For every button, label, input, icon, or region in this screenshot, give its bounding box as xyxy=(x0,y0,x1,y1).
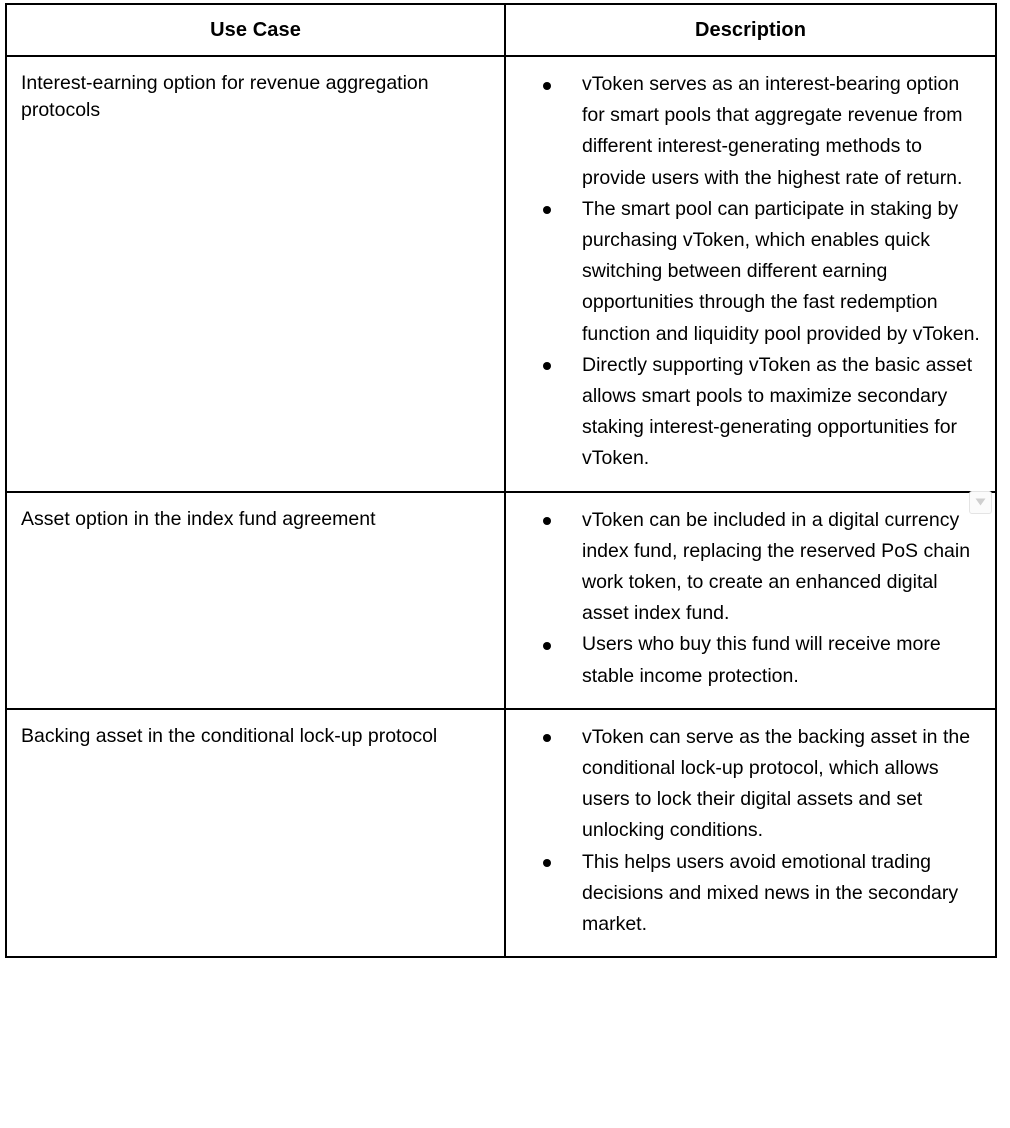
table-header xyxy=(6,4,996,56)
list-item xyxy=(524,194,981,350)
bullet-dot-icon xyxy=(543,517,551,525)
column-header-use-case: Use Case xyxy=(6,4,505,56)
description-cell xyxy=(505,492,996,709)
list-item xyxy=(524,505,981,630)
list-item-text: vToken serves as an interest-bearing option for smart pools that aggregate revenue from different interest-generating methods to provide users with the highest rate of return. xyxy=(582,73,963,189)
list-item-text: Directly supporting vToken as the basic asset allows smart pools to maximize secondary staking interest-generating opportunities for vToken. xyxy=(582,353,973,470)
use-case-cell: Asset option in the index fund agreement xyxy=(6,492,505,709)
bullet-dot-icon xyxy=(543,362,551,370)
description-cell xyxy=(505,56,996,492)
description-cell xyxy=(505,709,996,957)
description-bullet-list xyxy=(524,505,981,692)
description-bullet-list xyxy=(524,69,981,475)
list-item-text: Users who buy this fund will receive more stable income protection. xyxy=(582,633,941,687)
bullet-dot-icon xyxy=(543,206,551,214)
table-container xyxy=(5,3,997,958)
use-case-cell: Interest-earning option for revenue aggregation protocols xyxy=(6,56,505,492)
use-case-description-table xyxy=(5,3,997,958)
list-item xyxy=(524,847,981,941)
bullet-dot-icon xyxy=(543,82,551,90)
bullet-dot-icon xyxy=(543,734,551,742)
table-body xyxy=(6,56,996,957)
list-item-text: This helps users avoid emotional trading decisions and mixed news in the secondary market. xyxy=(582,850,959,936)
table-header-row xyxy=(6,4,996,56)
list-item xyxy=(524,69,981,194)
description-bullet-list xyxy=(524,722,981,940)
list-item xyxy=(524,350,981,475)
list-item xyxy=(524,629,981,691)
table-row xyxy=(6,492,996,709)
list-item-text: The smart pool can participate in staking by purchasing vToken, which enables quick switching between different earning opportunities through the fast redemption function and liquidity pool provided by vToken. xyxy=(582,197,980,345)
list-item-text: vToken can serve as the backing asset in the conditional lock-up protocol, which allows users to lock their digital assets and set unlocking conditions. xyxy=(582,725,971,842)
column-header-description: Description xyxy=(505,4,996,56)
list-item-text: vToken can be included in a digital currency index fund, replacing the reserved PoS chain work token, to create an enhanced digital asset index fund. xyxy=(582,508,971,625)
bullet-dot-icon xyxy=(543,859,551,867)
table-row xyxy=(6,56,996,492)
bullet-dot-icon xyxy=(543,642,551,650)
table-row xyxy=(6,709,996,957)
use-case-cell: Backing asset in the conditional lock-up protocol xyxy=(6,709,505,957)
list-item xyxy=(524,722,981,847)
